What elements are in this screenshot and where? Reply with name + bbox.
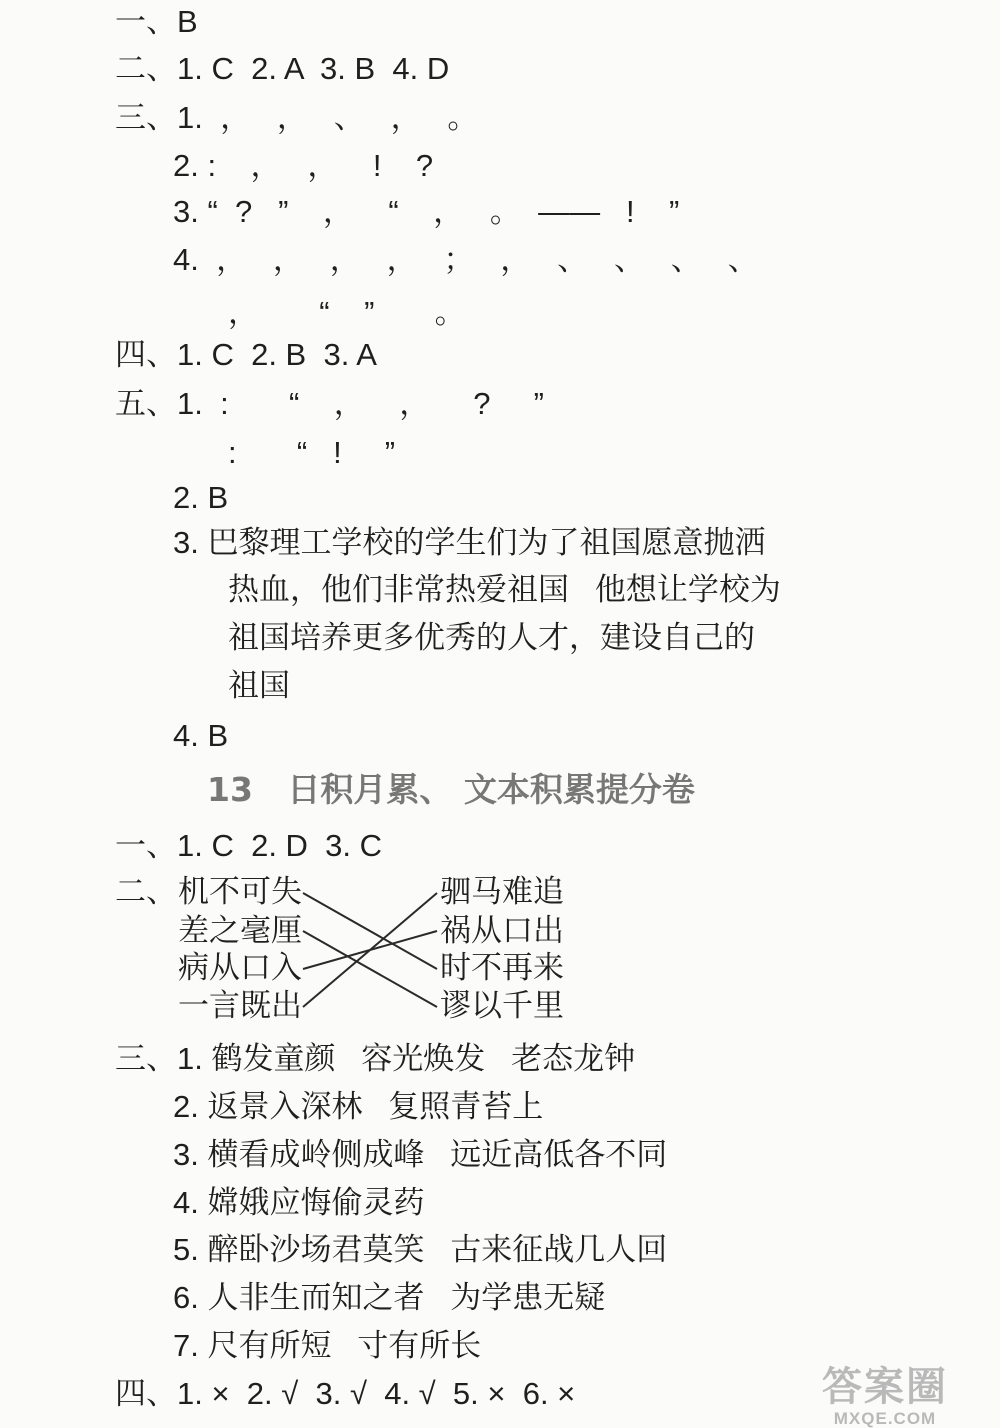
answer-line-s5_1b: : “ ! ”: [228, 435, 396, 470]
section-title: 13 日积月累、 文本积累提分卷: [207, 770, 695, 809]
answer-line-s5_2: 2. B: [173, 480, 229, 515]
matching-left-4: 一言既出: [178, 988, 302, 1024]
answer-line-t1: 一、1. C 2. D 3. C: [115, 828, 383, 863]
matching-right-2: 祸从口出: [440, 913, 564, 949]
watermark-logo: [822, 1367, 948, 1427]
answer-line-s1: 一、B: [115, 4, 198, 39]
answer-line-s3_4b: ， “ ” 。: [228, 295, 466, 330]
answer-line-t3_2: 2. 返景入深林 复照青苔上: [173, 1089, 544, 1124]
matching-right-4: 谬以千里: [440, 988, 564, 1024]
answer-line-s5_3a: 3. 巴黎理工学校的学生们为了祖国愿意抛洒: [173, 525, 766, 560]
answer-line-t3_4: 4. 嫦娥应悔偷灵药: [173, 1185, 425, 1220]
matching-right-3: 时不再来: [440, 950, 564, 986]
answer-line-s3_3: 3. “ ? ” ， “ ， 。 —— ! ”: [173, 194, 680, 229]
answer-line-s5_3c: 祖国培养更多优秀的人才，建设自己的: [228, 620, 755, 655]
watermark-sub: MXQE.COM: [833, 1409, 937, 1428]
answer-line-s5_3b: 热血，他们非常热爱祖国 他想让学校为: [228, 572, 781, 607]
answer-line-t4: 四、1. × 2. √ 3. √ 4. √ 5. × 6. ×: [115, 1376, 576, 1411]
matching-left-1: 机不可失: [178, 874, 302, 910]
answer-line-s3_4: 4. ， ， ， ， ； ， 、 、 、 、: [173, 242, 759, 277]
matching-left-3: 病从口入: [178, 950, 302, 986]
answer-line-s5_3d: 祖国: [228, 668, 290, 703]
matching-prefix: 二、: [115, 874, 177, 910]
answer-line-t3_7: 7. 尺有所短 寸有所长: [173, 1328, 482, 1363]
answer-line-t3_3: 3. 横看成岭侧成峰 远近高低各不同: [173, 1137, 668, 1172]
answer-line-t3_5: 5. 醉卧沙场君莫笑 古来征战几人回: [173, 1232, 668, 1267]
matching-right-1: 驷马难追: [440, 874, 564, 910]
answer-line-s5_4: 4. B: [173, 718, 229, 753]
answer-line-s2: 二、1. C 2. A 3. B 4. D: [115, 51, 450, 86]
answer-line-t3_6: 6. 人非生而知之者 为学患无疑: [173, 1280, 606, 1315]
watermark-main: 答案圈: [822, 1365, 948, 1409]
match-line-2: [303, 931, 437, 1007]
answer-line-s4: 四、1. C 2. B 3. A: [115, 337, 377, 372]
answer-line-s3_2: 2. : ， ， ! ?: [173, 148, 434, 183]
answer-line-s5_1: 五、1. : “ ， ， ? ”: [115, 386, 544, 421]
matching-left-2: 差之毫厘: [178, 913, 302, 949]
match-line-1: [303, 893, 437, 969]
answer-line-t3_1: 三、1. 鹤发童颜 容光焕发 老态龙钟: [115, 1041, 636, 1076]
answer-line-s3_1: 三、1. ， ， 、 ， 。: [115, 100, 479, 135]
match-line-4: [303, 893, 437, 1007]
